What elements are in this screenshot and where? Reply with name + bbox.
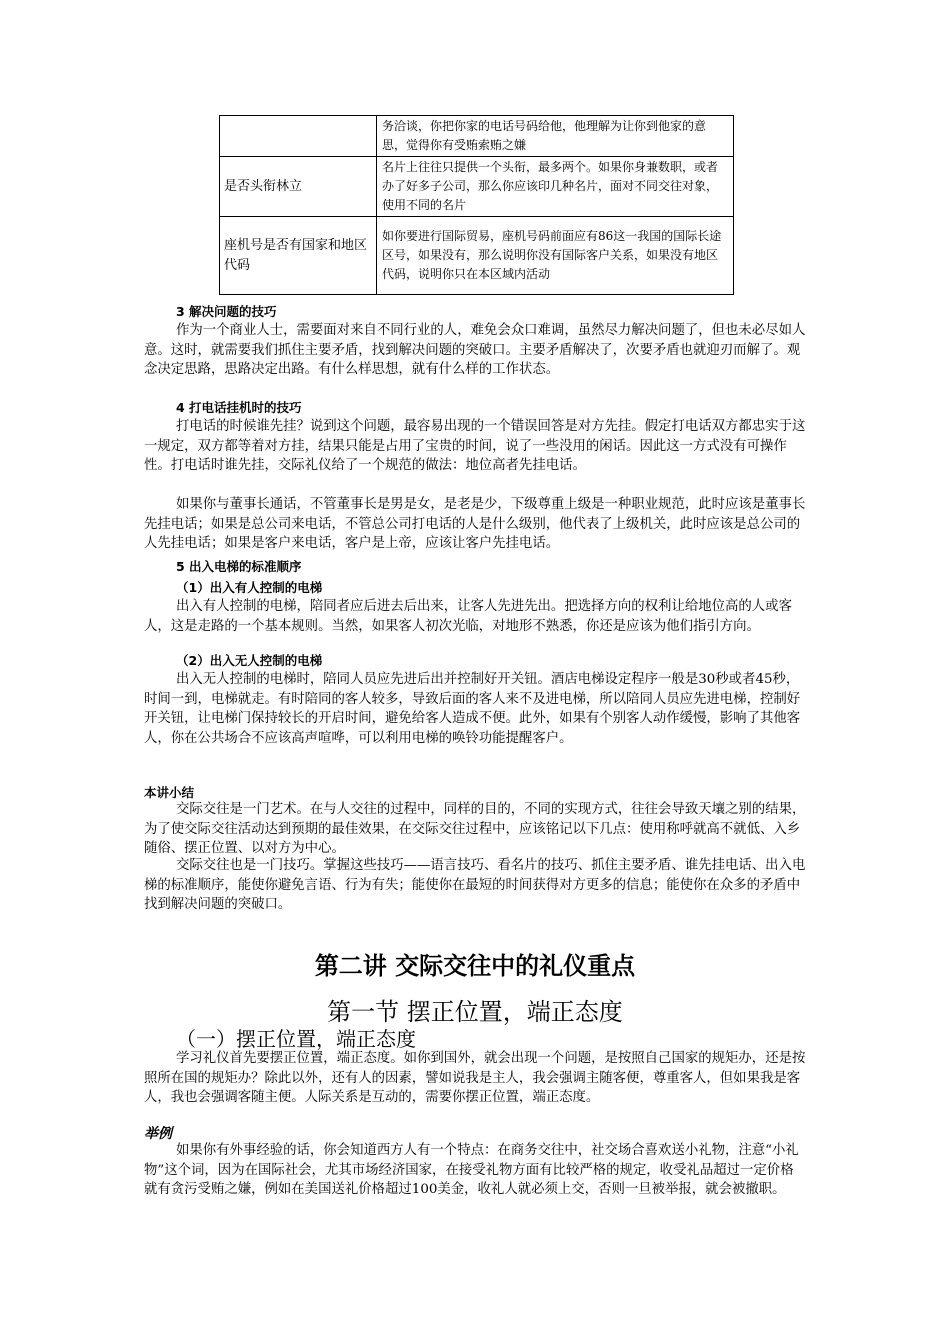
table-key-cell: 是否头衔林立 bbox=[220, 157, 377, 217]
summary-paragraph-1: 交际交往是一门艺术。在与人交往的过程中，同样的目的，不同的实现方式，往往会导致天壤之别的结果，为了使交际交往活动达到预期的最佳效果，在交际交往过程中，应该铭记以下几点：使用称呼就高不就低、入乡随俗、摆正位置、以对方为中心。 bbox=[144, 802, 806, 856]
summary-paragraph-2: 交际交往也是一门技巧。掌握这些技巧——语言技巧、看名片的技巧、抓住主要矛盾、谁先挂电话、出入电梯的标准顺序，能使你避免言语、行为有失；能使你在最短的时间获得对方更多的信息；能使你在众多的矛盾中找到解决问题的突破口。 bbox=[144, 858, 806, 912]
section-4-paragraph-1: 打电话的时候谁先挂？说到这个问题，最容易出现的一个错误回答是对方先挂。假定打电话双方都忠实于这一规定，双方都等着对方挂，结果只能是占用了宝贵的时间，说了一些没用的闲话。因此这一方式没有可操作性。打电话时谁先挂，交际礼仪给了一个规范的做法：地位高者先挂电话。 bbox=[144, 419, 806, 473]
table-row bbox=[220, 116, 734, 157]
section-4-paragraph-2: 如果你与董事长通话，不管董事长是男是女，是老是少，下级尊重上级是一种职业规范，此时应该是董事长先挂电话；如果是总公司来电话，不管总公司打电话的人是什么级别，他代表了上级机关，此时应该是总公司的人先挂电话；如果是客户来电话，客户是上帝，应该让客户先挂电话。 bbox=[144, 497, 806, 551]
section-5-paragraph-2: 出入无人控制的电梯时，陪同人员应先进后出并控制好开关钮。酒店电梯设定程序一般是30秒或者45秒，时间一到，电梯就走。有时陪同的客人较多，导致后面的客人来不及进电梯，所以陪同人员应先进电梯，控制好开关钮，让电梯门保持较长的开启时间，避免给客人造成不便。此外，如果有个别客人动作缓慢，影响了其他客人，你在公共场合不应该高声喧哗，可以利用电梯的唤铃功能提醒客户。 bbox=[144, 672, 801, 746]
table-value-cell: 务洽谈，你把你家的电话号码给他，他理解为让你到他家的意思，觉得你有受贿索贿之嫌 bbox=[377, 116, 734, 157]
section-3-heading: 3 解决问题的技巧 bbox=[176, 304, 277, 319]
section-title: 第一节 摆正位置，端正态度 bbox=[327, 998, 623, 1026]
section-3-paragraph: 作为一个商业人士，需要面对来自不同行业的人，难免会众口难调，虽然尽力解决问题了，但也未必尽如人意。这时，就需要我们抓住主要矛盾，找到解决问题的突破口。主要矛盾解决了，次要矛盾也就迎刃而解了。观念决定思路，思路决定出路。有什么样思想，就有什么样的工作状态。 bbox=[144, 323, 806, 377]
table-value-cell: 如你要进行国际贸易，座机号码前面应有86这一我国的国际长途区号，如果没有，那么说明你没有国际客户关系，如果没有地区代码，说明你只在本区域内活动 bbox=[377, 217, 734, 295]
section-5-paragraph-1: 出入有人控制的电梯，陪同者应后进去后出来，让客人先进先出。把选择方向的权利让给地位高的人或客人，这是走路的一个基本规则。当然，如果客人初次光临，对地形不熟悉，你还是应该为他们指引方向。 bbox=[144, 599, 792, 634]
lecture-paragraph-2: 如果你有外事经验的话，你会知道西方人有一个特点：在商务交往中，社交场合喜欢送小礼物，注意“小礼物”这个词，因为在国际社会，尤其市场经济国家，在接受礼物方面有比较严格的规定，收受礼品超过一定价格就有贪污受贿之嫌，例如在美国送礼价格超过100美金，收礼人就必须上交，否则一旦被举报，就会被撤职。 bbox=[144, 1143, 799, 1197]
lecture-paragraph-1: 学习礼仪首先要摆正位置，端正态度。如你到国外，就会出现一个问题，是按照自己国家的规矩办，还是按照所在国的规矩办？除此以外，还有人的因素，譬如说我是主人，我会强调主随客便，尊重客人，但如果我是客人，我也会强调客随主便。人际关系是互动的，需要你摆正位置，端正态度。 bbox=[144, 1051, 806, 1105]
lecture-title: 第二讲 交际交往中的礼仪重点 bbox=[314, 952, 636, 980]
business-card-table bbox=[219, 115, 734, 295]
table-key-cell: 座机号是否有国家和地区代码 bbox=[220, 217, 377, 295]
section-5-sub-1: （1）出入有人控制的电梯 bbox=[176, 580, 323, 595]
section-4-heading: 4 打电话挂机时的技巧 bbox=[176, 400, 302, 415]
table-value-cell: 名片上往往只提供一个头衔，最多两个。如果你身兼数职，或者办了好多子公司，那么你应该印几种名片，面对不同交往对象，使用不同的名片 bbox=[377, 157, 734, 217]
table-row bbox=[220, 157, 734, 217]
subsection-title: （一）摆正位置，端正态度 bbox=[176, 1027, 416, 1051]
table-key-cell bbox=[220, 116, 377, 157]
section-5-sub-2: （2）出入无人控制的电梯 bbox=[176, 653, 323, 668]
section-5-heading: 5 出入电梯的标准顺序 bbox=[176, 559, 302, 574]
example-label: 举例 bbox=[144, 1126, 172, 1142]
table-row bbox=[220, 217, 734, 295]
summary-heading: 本讲小结 bbox=[144, 785, 195, 800]
